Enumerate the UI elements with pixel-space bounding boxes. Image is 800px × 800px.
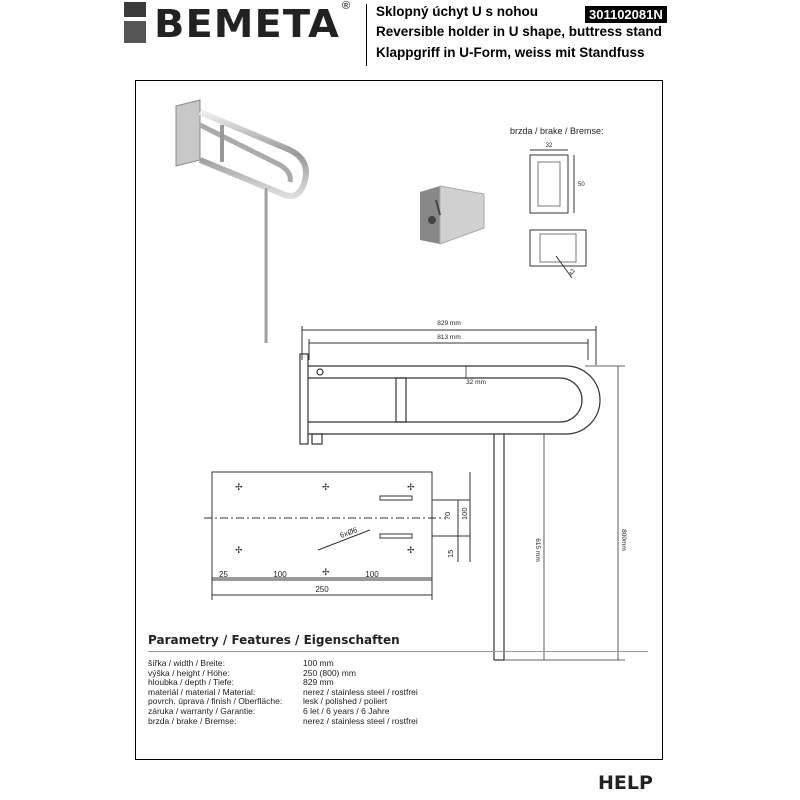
- feature-key: záruka / warranty / Garantie:: [148, 705, 256, 716]
- wall-plate-drawing: [204, 472, 470, 600]
- feature-value: 100 mm: [303, 658, 334, 668]
- title-cz: Sklopný úchyt U s nohou: [376, 4, 539, 19]
- svg-text:✢: ✢: [407, 482, 415, 492]
- dim-70: 70: [443, 511, 452, 520]
- brake-label: brzda / brake / Bremse:: [510, 126, 604, 136]
- svg-text:✢: ✢: [235, 482, 243, 492]
- feature-value: lesk / polished / poliert: [303, 696, 388, 707]
- dim-25: 25: [219, 570, 228, 579]
- plate-holes: 6xØ6: [338, 525, 359, 540]
- dim-800: 800mm: [620, 529, 627, 551]
- dim-15: 15: [446, 549, 455, 558]
- title-en: Reversible holder in U shape, buttress stand: [376, 24, 662, 39]
- brake-width-dim: 32: [545, 143, 553, 149]
- vertical-dimensions: [504, 366, 625, 660]
- feature-value: 6 let / 6 years / 6 Jahre: [303, 705, 390, 716]
- series-name: HELP: [598, 772, 653, 794]
- dim-615: 615 mm: [534, 538, 541, 562]
- svg-text:✢: ✢: [235, 545, 243, 555]
- dim-813: 813 mm: [437, 334, 461, 341]
- top-dimensions: [302, 326, 596, 365]
- feature-key: hloubka / depth / Tiefe:: [148, 677, 235, 688]
- dim-100b: 100: [365, 570, 379, 579]
- svg-text:✢: ✢: [322, 567, 330, 577]
- dim-100: 100: [460, 507, 469, 520]
- feature-value: nerez / stainless steel / rostfrei: [303, 715, 418, 726]
- product-code-badge: 301102081N: [585, 6, 667, 23]
- feature-key: výška / height / Höhe:: [148, 667, 230, 678]
- brand-name: BEMETA: [154, 2, 340, 46]
- feature-key: povrch. úprava / finish / Oberfläche:: [148, 696, 283, 707]
- feature-value: 250 (800) mm: [303, 667, 356, 678]
- dim-100a: 100: [273, 570, 287, 579]
- brake-dia-dim: 42: [568, 268, 578, 277]
- feature-row: [148, 717, 503, 727]
- dim-32: 32 mm: [466, 379, 486, 386]
- svg-text:✢: ✢: [407, 545, 415, 555]
- feature-key: materiál / material / Material:: [148, 686, 256, 697]
- title-de: Klappgriff in U-Form, weiss mit Standfuss: [376, 45, 645, 60]
- features-title: Parametry / Features / Eigenschaften: [148, 633, 400, 647]
- svg-text:✢: ✢: [322, 482, 330, 492]
- dim-829: 829 mm: [437, 320, 461, 327]
- feature-key: brzda / brake / Bremse:: [148, 715, 237, 726]
- features-divider: [148, 651, 648, 652]
- registered-mark: ®: [342, 0, 351, 12]
- brake-height-dim: 50: [578, 182, 585, 188]
- rail-side-view: [300, 354, 600, 660]
- product-photo: [176, 100, 306, 343]
- feature-key: šířka / width / Breite:: [148, 658, 225, 668]
- brake-drawing-side: [530, 230, 586, 278]
- feature-value: nerez / stainless steel / rostfrei: [303, 686, 418, 697]
- dim-250: 250: [315, 585, 329, 594]
- brake-drawing-front: [530, 143, 585, 213]
- feature-value: 829 mm: [303, 677, 334, 688]
- brake-photo: [420, 186, 484, 244]
- features-table: [148, 659, 503, 726]
